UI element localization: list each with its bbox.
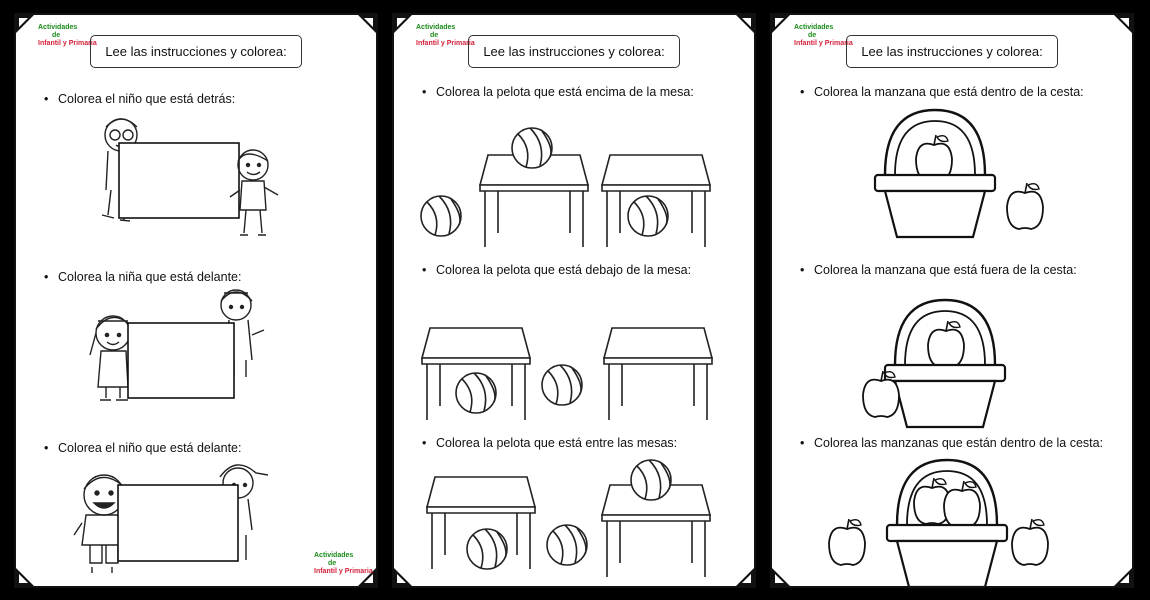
logo-bottom-line-3: Infantil y Primaria	[314, 568, 373, 575]
apple-inside-basket	[928, 321, 964, 367]
bullet: •	[422, 263, 427, 277]
bullet: •	[44, 92, 49, 106]
ball	[542, 365, 582, 405]
instruction-text: Colorea el niño que está detrás:	[58, 92, 236, 106]
logo-line-2: de	[52, 32, 61, 39]
bullet: •	[44, 441, 49, 455]
logo-line-2: de	[430, 32, 439, 39]
instruction-text: Colorea la pelota que está entre las mesas:	[436, 436, 678, 450]
instruction-text: Colorea la pelota que está debajo de la mesa:	[436, 263, 692, 277]
table	[480, 155, 588, 247]
ball-on-table	[631, 460, 671, 500]
apple	[1007, 183, 1043, 229]
instruction-text: Colorea las manzanas que están dentro de la cesta:	[814, 436, 1104, 450]
logo-line-3: Infantil y Primaria	[416, 40, 475, 47]
logo-line-3: Infantil y Primaria	[794, 40, 853, 47]
board-3	[118, 485, 238, 561]
page-title: Lee las instrucciones y colorea:	[90, 35, 302, 68]
bullet: •	[44, 270, 49, 284]
page-title: Lee las instrucciones y colorea:	[846, 35, 1058, 68]
ball	[467, 529, 507, 569]
illustrations	[16, 15, 378, 588]
logo-bottom-line-2: de	[328, 560, 337, 567]
illustrations	[772, 15, 1134, 588]
board-2	[128, 323, 234, 398]
worksheet-page-3	[770, 13, 1134, 588]
apple-inside-basket	[944, 481, 980, 527]
instruction-text: Colorea la manzana que está fuera de la cesta:	[814, 263, 1077, 277]
instruction-text: Colorea el niño que está delante:	[58, 441, 242, 455]
apple-outside-basket	[863, 371, 899, 417]
boy-front-smiling-illustration	[74, 475, 124, 573]
instruction-text: Colorea la niña que está delante:	[58, 270, 242, 284]
illustrations	[394, 15, 756, 588]
ball-on-table	[512, 128, 552, 168]
apple	[1012, 519, 1048, 565]
instruction-text: Colorea la pelota que está encima de la mesa:	[436, 85, 694, 99]
ball	[421, 196, 461, 236]
ball-between-tables	[547, 525, 587, 565]
logo-line-3: Infantil y Primaria	[38, 40, 97, 47]
logo-line-1: Actividades	[416, 24, 456, 31]
bullet: •	[800, 436, 805, 450]
logo-bottom-line-1: Actividades	[314, 552, 354, 559]
bullet: •	[422, 436, 427, 450]
ball-under-table	[456, 373, 496, 413]
bullet: •	[422, 85, 427, 99]
worksheet-page-1	[14, 13, 378, 588]
page-title: Lee las instrucciones y colorea:	[468, 35, 680, 68]
logo-line-1: Actividades	[794, 24, 834, 31]
board-1	[119, 143, 239, 218]
basket	[887, 460, 1007, 587]
worksheet-page-2	[392, 13, 756, 588]
logo-line-1: Actividades	[38, 24, 78, 31]
instruction-text: Colorea la manzana que está dentro de la cesta:	[814, 85, 1084, 99]
apple	[829, 519, 865, 565]
table	[604, 328, 712, 420]
bullet: •	[800, 85, 805, 99]
logo-line-2: de	[808, 32, 817, 39]
bullet: •	[800, 263, 805, 277]
ball-under-table	[628, 196, 668, 236]
